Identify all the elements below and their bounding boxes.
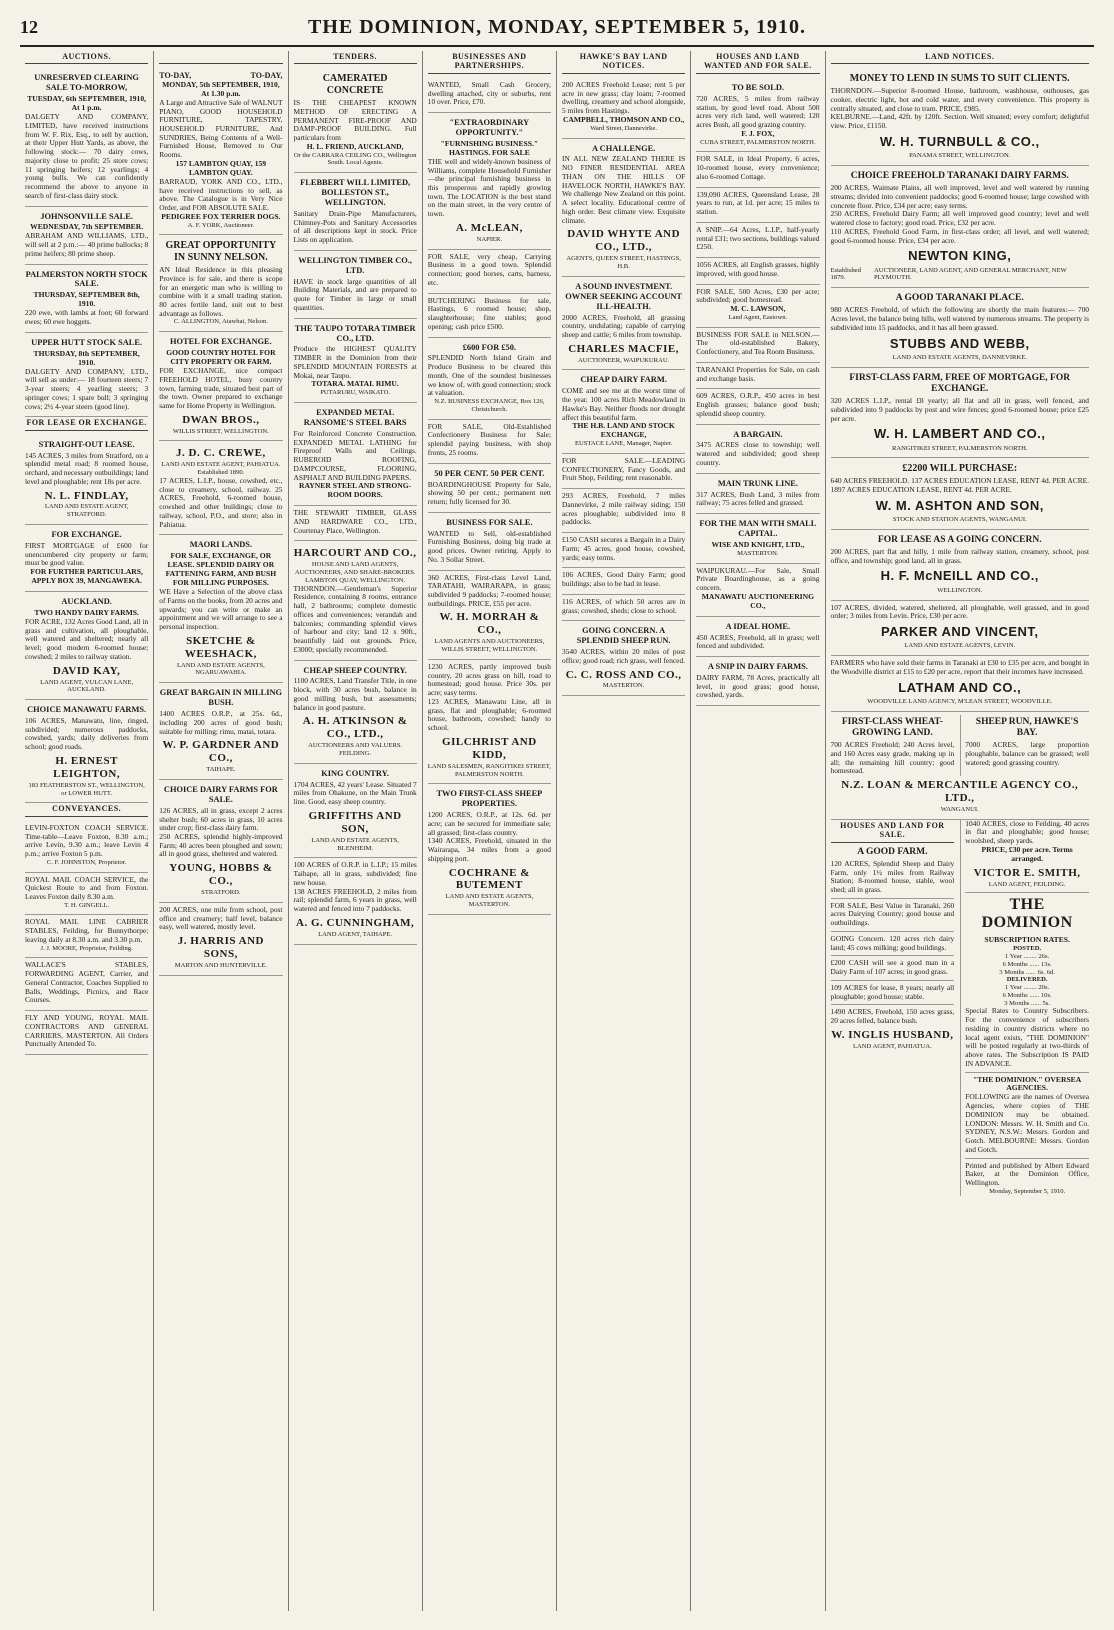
- advertisement: PALMERSTON NORTH STOCK SALE. THURSDAY, SEPTEMBER 8th, 1910. 220 ewe, with lambs at foot; 60 forward ewes; 60 ewe hoggets.: [25, 265, 148, 333]
- advertisement: TO-DAY, TO-DAY, MONDAY, 5th SEPTEMBER, 1910, At 1.30 p.m. A Large and Attractive Sale of WALNUT PIANO, GOOD HOUSEHOLD FURNITURE, TAPESTRY, HOUSEHOLD FURNITURE, And SUNDRIES, Being Contents of a Well-Furnished House, Removed to Our Rooms. 157 LAMBTON QUAY, 159 LAMBTON QUAY. BARRAUD, YORK AND CO., LTD., have received instructions to sell, as above. The Catalogue is in Very Nice Order, and FOR ABSOLUTE SALE. PEDIGREE FOX TERRIER DOGS. A. F. YORK, Auctioneer.: [159, 68, 282, 235]
- advertisement: FIRST-CLASS FARM, FREE OF MORTGAGE, FOR EXCHANGE. 320 ACRES L.I.P., rental £8 yearly; all flat and all in grass, well fenced, and subdivided into 9 paddocks by post and wire fences; good 6-roomed house; price £25 per acre. W. H. LAMBERT AND CO., RANGITIKEI STREET, PALMERSTON NORTH.: [831, 368, 1090, 459]
- advertisement: CHOICE MANAWATU FARMS. 106 ACRES, Manawatu, line, ringed, subdivided; numerous paddocks, cowshed, yards; daily deliveries from school; good roads. H. ERNEST LEIGHTON, 183 FEATHERSTON ST., WELLINGTON, or LOWER HUTT.: [25, 700, 148, 803]
- column-6: [691, 51, 825, 1611]
- advertisement: 293 ACRES, Freehold, 7 miles Dannevirke, 2 mile railway siding; 150 acres ploughable; subdivided into 8 paddocks.: [562, 489, 685, 533]
- advertisement: 107 ACRES, divided, watered, sheltered, all ploughable, well grassed, and in good order; 3 miles from Levin. Price, £30 per acre. PARKER AND VINCENT, LAND AND ESTATE AGENTS, LEVIN.: [831, 601, 1090, 657]
- advertisement: FOR SALE.—LEADING CONFECTIONERY, Fancy Goods, and Fruit Shop, Feilding; rent reasonable.: [562, 454, 685, 489]
- advertisement: 1056 ACRES, all English grasses, highly improved, with good house.: [696, 258, 819, 284]
- advertisement: FOR EXCHANGE. FIRST MORTGAGE of £600 for unencumbered city property or farm; must be good value. FOR FURTHER PARTICULARS, APPLY BOX 39, MANGAWEKA.: [25, 525, 148, 592]
- advertisement: TWO FIRST-CLASS SHEEP PROPERTIES. 1200 ACRES, O.R.P., at 12s. 6d. per acre; can be secured for immediate sale; all grassed; first-class country. 1340 ACRES, Freehold, situated in the Wairarapa, 34 miles from a good shipping port. COCHRANE & BUTEMENT LAND AND ESTATE AGENTS, MASTERTON.: [428, 784, 551, 915]
- section-heading: HOUSES AND LAND WANTED AND FOR SALE.: [696, 52, 819, 74]
- advertisement: ROYAL MAIL COACH SERVICE, the Quickest Route to and from Foxton. Leaves Foxton daily 8.30 a.m. T. H. GINGELL.: [25, 873, 148, 916]
- advertisement: £150 CASH secures a Bargain in a Dairy Farm; 45 acres, good house, cowshed, yards; easy terms.: [562, 533, 685, 568]
- advertisement: 100 ACRES of O.R.P. in L.I.P.; 15 miles Taihape, all in grass, subdivided; fine new house. 138 ACRES FREEHOLD, 2 miles from rail; splendid farm, 6 years in grass, well watered and fenced into 7 paddocks. A. G. CUNNINGHAM, LAND AGENT, TAIHAPE.: [294, 858, 417, 944]
- houses-and-land-column: HOUSES AND LAND FOR SALE. A GOOD FARM. 120 ACRES, Splendid Sheep and Dairy Farm, only 1½ miles from Railway Station; 8-roomed house, stable, wool shed; all in grass. FOR SALE, Best Value in Taranaki, 260 acres Dairying Country; good house and outbuildings. GOING Concern. 120 acres rich dairy land; 45 cows milking; good buildings. £200 CASH will see a good man in a Dairy Farm of 107 acres; in good grass. 109 ACRES for lease, 8 years; nearly all ploughable; good house; stable. 1490 ACRES, Freehold, 150 acres grass, 20 acres felled, balance bush. W. INGLIS HUSBAND, LAND AGENT, PAHIATUA.: [830, 820, 955, 1050]
- advertisement: A CHALLENGE. IN ALL NEW ZEALAND THERE IS NO FINER RESIDENTIAL AREA THAN ON THE HILLS OF HAVELOCK NORTH, HAWKE'S BAY. We challenge New Zealand on this point. A select locality. Educational centre of high order. Best climate view. Exquisite climate. DAVID WHYTE AND CO., LTD., AGENTS, QUEEN STREET, HASTINGS, H.B.: [562, 139, 685, 277]
- section-heading: AUCTIONS.: [25, 52, 148, 64]
- advertisement: EXPANDED METAL RANSOME'S STEEL BARS For Reinforced Concrete Construction. EXPANDED METAL LATHING for Fireproof Walls and Ceilings. RUBEROID ROOFING, DAMPCOURSE, FLOORING, ASPHALT AND BUILDING PAPERS. RAYNER STEEL AND STRONG-ROOM DOORS.: [294, 403, 417, 506]
- advertisement: A IDEAL HOME. 450 ACRES, Freehold, all in grass; well fenced and subdivided.: [696, 617, 819, 657]
- column-4: [423, 51, 557, 1611]
- advertisement: THE TAUPO TOTARA TIMBER CO., LTD. Produce the HIGHEST QUALITY TIMBER in the Dominion from their SPLENDID MOUNTAIN FORESTS at Mokai, near Taupo. TOTARA. MATAI. RIMU. PUTARURU, WAIKATO.: [294, 319, 417, 403]
- advertisement: BUTCHERING Business for sale, Hastings, 6 roomed house; shop, slaughterhouse; fine stables; good opening; cash price £500.: [428, 294, 551, 338]
- advertisement: 200 ACRES, one mile from school, post office and creamery; half level, balance easy, well watered, mostly level. J. HARRIS AND SONS, MARTON AND HUNTERVILLE.: [159, 903, 282, 976]
- advertisement: ROYAL MAIL LINE CABRIER STABLES, Feilding, for Bunnythorpe; leaving daily at 8.30 a.m. and 3.30 p.m. J. J. MOORE, Proprietor, Feilding.: [25, 915, 148, 958]
- advertisement: FIRST-CLASS WHEAT-GROWING LAND. 700 ACRES Freehold; 240 Acres level, and 160 Acres easy grade, making up in all; the remaining hill country; good homestead. SHEEP RUN, HAWKE'S BAY. 7000 ACRES, large proportion ploughable, balance can be grassed; well watered; good grassing country. N.Z. LOAN & MERCANTILE AGENCY CO., LTD., WANGANUI.: [831, 712, 1090, 820]
- advertisement: 139,090 ACRES, Queensland Lease, 28 years to run, at 1d. per acre; 15 miles to station.: [696, 188, 819, 223]
- advertisement: JOHNSONVILLE SALE. WEDNESDAY, 7th SEPTEMBER. ABRAHAM AND WILLIAMS, LTD., will sell at 2 p.m.:— 40 prime ballocks; 8 prime heifers; 80 prime sheep.: [25, 207, 148, 265]
- advertisement: 1230 ACRES, partly improved bush country, 20 acres grass on hill, road to homestead; good house. Price 30s. per acre; easy terms. 123 ACRES, Manawatu Line, all in grass, flat and ploughable; 6-roomed house, bathroom, cowshed; handy to school. GILCHRIST AND KIDD, LAND SALESMEN, RANGITIKEI STREET, PALMERSTON NORTH.: [428, 660, 551, 784]
- advertisement: FARMERS who have sold their farms in Taranaki at £30 to £35 per acre, and bought in the Woodville district at £15 to £20 per acre, report that their incomes have increased. LATHAM AND CO., WOODVILLE LAND AGENCY, M'LEAN STREET, WOODVILLE.: [831, 656, 1090, 712]
- advertisement: A SOUND INVESTMENT. OWNER SEEKING ACCOUNT ILL-HEALTH. 2000 ACRES, Freehold, all grassing country, undulating; capable of carrying sheep and cattle; 6 miles from township. CHARLES MACFIE, AUCTIONEER, WAIPUKURAU.: [562, 277, 685, 371]
- advertisement: THE STEWART TIMBER, GLASS AND HARDWARE CO., LTD., Courtenay Place, Wellington.: [294, 506, 417, 541]
- section-heading: FOR LEASE OR EXCHANGE.: [25, 418, 148, 430]
- column-7-8: [826, 51, 1095, 1611]
- advertisement: GOING CONCERN. A SPLENDID SHEEP RUN. 3540 ACRES, within 20 miles of post office; good road; rich grass, well fenced. C. C. ROSS AND CO., MASTERTON.: [562, 621, 685, 696]
- advertisement: UPPER HUTT STOCK SALE. THURSDAY, 8th SEPTEMBER, 1910. DALGETY AND COMPANY, LTD., will sell as under:— 18 fourteen steers; 7 3-year steers; 4 yearling steers; 3 springer cows; 1 spare bull; 3 springing cows; 2½ 4-year steers (good line).: [25, 333, 148, 417]
- advertisement: FLY AND YOUNG, ROYAL MAIL CONTRACTORS AND GENERAL CARRIERS, MASTERTON. All Orders Punctually Attended To.: [25, 1011, 148, 1055]
- advertisement: A BARGAIN. 3475 ACRES close to township; well watered and subdivided; good sheep country.: [696, 425, 819, 474]
- advertisement: £600 FOR £50. SPLENDID North Island Grain and Produce Business to be cleared this month. One of the soundest businesses we know of, with good connection; stock at valuation. N.Z. BUSINESS EXCHANGE, Box 126, Christchurch.: [428, 338, 551, 420]
- advertisement: UNRESERVED CLEARING SALE TO-MORROW, TUESDAY, 6th SEPTEMBER, 1910, At 1 p.m. DALGETY AND COMPANY, LIMITED, have received instructions from W. F. Rix, Esq., to sell by auction, at their Upper Hutt Yards, as above, the following stock:— 70 dairy cows, majority close to profit; 25 store cows; 11 springing heifers; 12 yearlings; 4 young bulls. We can confidently recommend the above to anyone in search of first-class dairy stock.: [25, 68, 148, 206]
- advertisement: GREAT OPPORTUNITY IN SUNNY NELSON. AN Ideal Residence in this pleasing Province is for sale, and there is scope for an energetic man who is willing to combine with it a small trading station. 80 acres fertile land, suit out to best advantage as follows. C. ALLINGTON, Atawhai, Nelson.: [159, 235, 282, 332]
- advertisement: 106 ACRES, Good Dairy Farm; good buildings; also to be had in lease.: [562, 568, 685, 594]
- advertisement: 50 PER CENT. 50 PER CENT. BOARDINGHOUSE Property for Sale, showing 50 per cent.; permanent nett return; fully licensed for 30.: [428, 464, 551, 513]
- columns: [20, 51, 1094, 1611]
- advertisement: WAIPUKURAU.—For Sale, Small Private Boardinghouse, as a going concern. MANAWATU AUCTIONEERING CO.,: [696, 564, 819, 617]
- advertisement: FOR SALE, 500 Acres, £30 per acre; subdivided; good homestead. M. C. LAWSON, Land Agent, Eastown.: [696, 285, 819, 328]
- advertisement: MAORI LANDS. FOR SALE, EXCHANGE, OR LEASE. SPLENDID DAIRY OR FATTENING FARM, AND BUSH FOR MILLING PURPOSES. WE Have a Selection of the above class of Farms on the books, from 20 acres and upwards; you can write or make an appointment and we will arrange to see a personal inspection. SKETCHE & WEESHACK, LAND AND ESTATE AGENTS, NGARUAWAHIA.: [159, 535, 282, 683]
- advertisement: 116 ACRES, of which 50 acres are in grass; cowshed, sheds; close to school.: [562, 595, 685, 621]
- advertisement: FOR THE MAN WITH SMALL CAPITAL. WISE AND KNIGHT, LTD., MASTERTON.: [696, 514, 819, 564]
- page-title: THE DOMINION, MONDAY, SEPTEMBER 5, 1910.: [307, 16, 807, 38]
- advertisement: LEVIN-FOXTON COACH SERVICE. Time-table—Leave Foxton, 8.30 a.m.; arrive Levin, 9.30 a.m.; leave Levin 4 p.m.; arrive Foxton 5 p.m. C. F. JOHNSTON, Proprietor.: [25, 821, 148, 873]
- advertisement: A SNIP.—64 Acres, L.I.P., half-yearly rental £31; two sections, buildings valued £250.: [696, 223, 819, 258]
- masthead: [20, 16, 1094, 47]
- advertisement: £2200 WILL PURCHASE: 640 ACRES FREEHOLD. 137 ACRES EDUCATION LEASE, RENT 4d. PER ACRE. 1897 ACRES EDUCATION LEASE, RENT 4d. PER ACRE. W. M. ASHTON AND SON, STOCK AND STATION AGENTS, WANGANUI.: [831, 458, 1090, 529]
- advertisement: KING COUNTRY. 1704 ACRES, 42 years' Lease. Situated 7 miles from Ohakune, on the Main Trunk line. Good, easy sheep country. GRIFFITHS AND SON, LAND AND ESTATE AGENTS, BLENHEIM.: [294, 764, 417, 859]
- section-heading: HAWKE'S BAY LAND NOTICES.: [562, 52, 685, 74]
- page-number: 12: [20, 17, 38, 37]
- advertisement: STRAIGHT-OUT LEASE. 145 ACRES, 3 miles from Stratford, on a splendid metal road; 8 roomed house, orchard, and necessary outbuildings; land level and ploughable; rent 18s per acre. N. L. FINDLAY, LAND AND ESTATE AGENT, STRATFORD.: [25, 435, 148, 525]
- advertisement: BUSINESS FOR SALE. WANTED to Sell, old-established Furnishing Business, doing big trade at good prices. Owner retiring. Apply to No. 3 Sollar Street.: [428, 513, 551, 571]
- advertisement: CHOICE FREEHOLD TARANAKI DAIRY FARMS. 200 ACRES, Waimate Plains, all well improved, level and well watered by running streams; divided into convenient paddocks; good 6-roomed house; large cowshed with concrete floor. Price, £34 per acre; easy terms. 250 ACRES, Freehold Dairy Farm; all well improved good country; level and well watered close to factory; good road. Price, £32 per acre. 110 ACRES, Freehold Good Farm, in first-class order; all level, and well watered; good 6-roomed house. Price, £34 per acre. NEWTON KING, Established 1879. AUCTIONEER, LAND AGENT, AND GENERAL MERCHANT, NEW PLYMOUTH.: [831, 166, 1090, 288]
- advertisement: GREAT BARGAIN IN MILLING BUSH. 1400 ACRES O.R.P., at 25s. 6d., including 200 acres of good bush; suitable for milling; rimu, matai, totara. W. P. GARDNER AND CO., TAIHAPE.: [159, 683, 282, 780]
- column-3: [289, 51, 423, 1611]
- advertisement: BUSINESS FOR SALE in NELSON.—The old-established Bakery, Confectionery, and Tea Room Business.: [696, 328, 819, 363]
- column-2: [154, 51, 288, 1611]
- advertisement: HARCOURT AND CO., HOUSE AND LAND AGENTS, AUCTIONEERS, AND SHARE-BROKERS. LAMBTON QUAY, WELLINGTON. THORNDON.—Gentleman's Superior Residence, containing 8 rooms, entrance hall, 2 bathrooms; complete domestic offices and conveniences; verandah and balconies; commanding splendid views of harbour and city; land 12 x 90ft., beautifully laid out grounds. Price, £3000; specially recommended.: [294, 541, 417, 660]
- advertisement: A SNIP IN DAIRY FARMS. DAIRY FARM, 78 Acres, practically all level, in good grass; good house, cowshed, yards.: [696, 657, 819, 706]
- section-heading: LAND NOTICES.: [831, 52, 1090, 64]
- column-5: [557, 51, 691, 1611]
- advertisement: FOR LEASE AS A GOING CONCERN. 200 ACRES, part flat and hilly, 1 mile from railway station, creamery, school, post office, and township; good land, all in grass. H. F. McNEILL AND CO., WELLINGTON.: [831, 530, 1090, 601]
- advertisement: FOR SALE, Old-Established Confectionery Business for Sale; splendid paying business, with shop fronts, 25 rooms.: [428, 420, 551, 464]
- advertisement: "EXTRAORDINARY OPPORTUNITY." "FURNISHING BUSINESS." HASTINGS. FOR SALE THE well and widely-known business of Williams, complete Household Furnisher—the principal furnishing business in this prosperous and rapidly growing town. The LOCATION is the best stand on the main street, in the very centre of town. A. McLEAN, NAPIER.: [428, 113, 551, 250]
- section-heading: TENDERS.: [294, 52, 417, 64]
- advertisement: WANTED, Small Cash Grocery, dwelling attached, city or suburbs, rent 10 over. Price, £70.: [428, 78, 551, 113]
- advertisement: HOTEL FOR EXCHANGE. GOOD COUNTRY HOTEL FOR CITY PROPERTY OR FARM. FOR EXCHANGE, nice compact FREEHOLD HOTEL, busy country town, farming trade, situated best part of the town. Owner prepared to exchange same for Home Property in Wellington. DWAN BROS., WILLIS STREET, WELLINGTON.: [159, 332, 282, 441]
- dominion-logo: THE DOMINION: [981, 895, 1073, 932]
- advertisement: FOR SALE, very cheap, Carrying Business in a good town. Splendid connection; good horses, carts, harness, etc.: [428, 250, 551, 294]
- advertisement: 360 ACRES, First-class Level Land, TARATAHI, WAIRARAPA, in grass; subdivided 9 paddocks; 7-roomed house; outbuildings. PRICE, £55 per acre. W. H. MORRAH & CO., LAND AGENTS AND AUCTIONEERS, WILLIS STREET, WELLINGTON.: [428, 571, 551, 660]
- advertisement: FOR SALE, in Ideal Property, 6 acres, 10-roomed house, every convenience; also 6-roomed Cottage.: [696, 152, 819, 187]
- advertisement: AUCKLAND. TWO HANDY DAIRY FARMS. FOR ACRE, 132 Acres Good Land, all in grass and cultivation, all ploughable, well watered and sheltered; nearly all level; good modern 6-roomed house; cowshed; 2 miles to railway station. DAVID KAY, LAND AGENT, VULCAN LANE, AUCKLAND.: [25, 592, 148, 700]
- column-1: [20, 51, 154, 1611]
- advertisement: 200 ACRES Freehold Lease; rent 5 per acre in new grass; clay loam; 7-roomed dwelling, creamery and school alongside, 5 miles from Hastings. CAMPBELL, THOMSON AND CO., Ward Street, Dannevirke.: [562, 78, 685, 139]
- advertisement: CHEAP DAIRY FARM. COME and see me at the worst time of the year. 100 acres Rich Meadowland in Hawke's Bay. Neither floods nor drought affect this beautiful farm. THE H.B. LAND AND STOCK EXCHANGE, EUSTACE LANE, Manager, Napier.: [562, 370, 685, 454]
- advertisement: J. D. C. CREWE, LAND AND ESTATE AGENT, PAHIATUA. Established 1890. 17 ACRES, L.I.P., house, cowshed, etc., close to creamery, school, railway. 25 ACRES, Freehold, 6-roomed house, cowshed and other buildings; close to railway, school, P.O., and store; also in Pahiatua.: [159, 441, 282, 535]
- advertisement: WELLINGTON TIMBER CO., LTD. HAVE in stock large quantities of all Building Materials, and are prepared to quote for Timber in large or small quantities.: [294, 251, 417, 319]
- advertisement: MONEY TO LEND IN SUMS TO SUIT CLIENTS. THORNDON.—Superior 8-roomed House, bathroom, washhouse, outhouses, gas cooker, electric light, hot and cold water, and every convenience. This property is centrally situated, and close to tram. PRICE, £985. KELBURNE.—Land, 42ft. by 120ft. Section. Well situated; every comfort; delightful view. Price, £1150. W. H. TURNBULL & CO., PANAMA STREET, WELLINGTON.: [831, 68, 1090, 166]
- advertisement: A GOOD TARANAKI PLACE. 980 ACRES Freehold, of which the following are shortly the main features:— 700 Acres level, the balance being hills, well watered by numerous streams. The property is subdivided into 15 paddocks, and it has all been grassed. STUBBS AND WEBB, LAND AND ESTATE AGENTS, DANNEVIRKE.: [831, 288, 1090, 368]
- section-heading: HOUSES AND LAND FOR SALE.: [831, 821, 955, 843]
- advertisement: CAMERATED CONCRETE IS THE CHEAPEST KNOWN METHOD OF ERECTING A PERMANENT FIRE-PROOF AND DAMP-PROOF BUILDING. Full particulars from H. L. FRIEND, AUCKLAND, Or the CARRARA CEILING CO., Wellington South. Local Agents.: [294, 68, 417, 173]
- section-heading: CONVEYANCES.: [25, 804, 148, 816]
- section-heading: BUSINESSES AND PARTNERSHIPS.: [428, 52, 551, 74]
- advertisement: 609 ACRES, O.R.P., 450 acres in best English grasses; balance good bush; splendid sheep country.: [696, 389, 819, 424]
- advertisement: CHOICE DAIRY FARMS FOR SALE. 126 ACRES, all in grass, except 2 acres shelter bush; 60 acres in grass, 10 acres under crop; first-class dairy farm. 250 ACRES, splendid highly-improved Farm; 40 acres been ploughed and sown; all in good grass, sheltered and watered. YOUNG, HOBBS & CO., STRATFORD.: [159, 780, 282, 903]
- advertisement: TO BE SOLD. 720 ACRES, 5 miles from railway station, by good level road. About 500 acres very rich land, well watered; 120 acres Bush, all good grazing country. F. J. FOX, CUBA STREET, PALMERSTON NORTH.: [696, 78, 819, 153]
- advertisement: FLEBBERT WILL LIMITED, BOLLESTON ST., WELLINGTON. Sanitary Drain-Pipe Manufacturers, Chimney-Pots and Sanitary Accessories of all descriptions kept in stock. Price Lists on application.: [294, 173, 417, 251]
- advertisement: WALLACE'S STABLES, FORWARDING AGENT, Carrier, and General Contractor, Coaches Supplied to Balls, Weddings, Picnics, and Race Courses.: [25, 958, 148, 1011]
- subscription-column: 1040 ACRES, close to Feilding, 40 acres in flat and ploughable; good house; woolshed, sheep yards. PRICE, £30 per acre. Terms arranged. VICTOR E. SMITH, LAND AGENT, FEILDING. THE DOMINION SUBSCRIPTION RATES. POSTED. 1 Year ........ 26s. 6 Months ...... 13s. 3 Months ...... 6s. 6d. DELIVERED. 1 Year ........ 20s. 6 Months ...... 10s. 3 Months ...... 5s. Special Rates to Country Subscribers. For the convenience of subscribers residing in country districts where no local agent exists, "THE DOMINION" will be posted regularly at two-thirds of above rates. The Subscription IS PAID IN ADVANCE. "THE DOMINION." OVERSEA AGENCIES. FOLLOWING are the names of Oversea Agencies, where copies of THE DOMINION may be obtained. LONDON: Messrs. W. H. Smith and Co. SYDNEY, N.S.W.: Messrs. Gordon and Gotch. MELBOURNE: Messrs. Gordon and Gotch. Printed and published by Albert Edward Baker, at the Dominion Office, Wellington. Monday, September 5, 1910.: [960, 820, 1089, 1196]
- advertisement: MAIN TRUNK LINE. 317 ACRES, Bush Land, 3 miles from railway; 75 acres felled and grassed.: [696, 474, 819, 514]
- advertisement: TARANAKI Properties for Sale, on cash and exchange basis.: [696, 363, 819, 389]
- advertisement: CHEAP SHEEP COUNTRY. 1100 ACRES, Land Transfer Title, in one block, with 30 acres bush, balance in good milling bush, but assessments; balance in good pasture. A. H. ATKINSON & CO., LTD., AUCTIONEERS AND VALUERS. FEILDING.: [294, 661, 417, 764]
